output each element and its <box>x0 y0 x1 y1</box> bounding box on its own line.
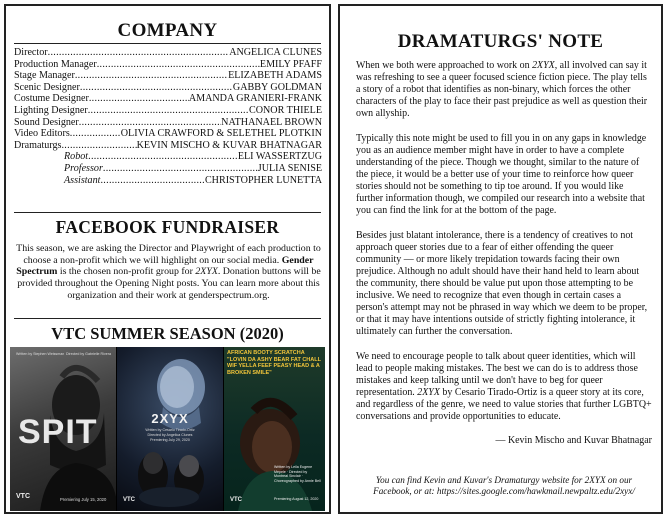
credit-row <box>14 151 322 163</box>
credit-role: Director <box>14 47 48 58</box>
fundraiser-end: . Donation buttons will be provided throughout the Opening Night posts. You can learn more about this organization and their work at genderspectrum.org. <box>17 266 321 301</box>
note-text: , all involved can say it was refreshing to see a queer focused science fiction piece. The play tells a story of a robot that identifies as non-binary, which forces the other characters of the play to face their past prejudice as well as question their own allyship. <box>356 60 648 120</box>
spit-credit-right: Directed by Gabrielle Rivera <box>66 352 111 356</box>
footer-play-title: 2XYX <box>584 475 606 485</box>
credit-name: CHRISTOPHER LUNETTA <box>204 174 322 186</box>
spit-premiere: Premiering July 15, 2020 <box>60 497 107 502</box>
credit-name: KEVIN MISCHO & KUVAR BHATNAGAR <box>136 139 322 151</box>
credit-name: CONOR THIELE <box>249 104 322 116</box>
leader-dots <box>61 140 136 152</box>
dramaturgs-note-panel <box>338 4 663 514</box>
note-text: We need to encourage people to talk about queer identities, which will lead to people making mistakes. The best we can do is to address those mistakes and keep talking until we don't have to beg for queer representation. <box>356 350 638 398</box>
leader-dots <box>97 59 260 71</box>
note-text: When we both were approached to work on <box>356 60 533 71</box>
vtc-logo: VTC <box>230 497 242 503</box>
fundraiser-intro: This season, we are asking the Director and Playwright of each production to choose a non-profit which we will highlight on our social media. <box>16 243 321 266</box>
leader-dots <box>103 163 258 175</box>
leader-dots <box>48 47 230 59</box>
credit-role: Dramaturgs <box>14 139 62 151</box>
dramaturgs-note-heading: DRAMATURGS' NOTE <box>397 31 604 52</box>
note-paragraph <box>356 60 652 120</box>
note-paragraph <box>356 230 652 339</box>
note-text: by Cesario Tirado-Ortiz is a queer story at its core, and regardless of the genre, we need to value stories that further LGBTQ+ conversations and provide opportunities to educate. <box>356 386 652 422</box>
note-paragraph <box>356 133 652 218</box>
2xyx-premiere: Premiering July 29, 2020 <box>150 438 190 442</box>
program-left-panel <box>4 4 331 514</box>
credit-row <box>14 163 322 175</box>
spit-credit-left: Written by Stephen Weissman <box>16 352 65 356</box>
credit-row <box>14 70 322 82</box>
credit-name: GABBY GOLDMAN <box>232 81 322 93</box>
credit-row <box>14 105 322 117</box>
credit-row <box>14 128 322 140</box>
credit-role: Production Manager <box>14 58 97 70</box>
leader-dots <box>88 105 249 117</box>
note-play-title: 2XYX <box>417 386 440 398</box>
credit-name: EMILY PFAFF <box>259 58 322 70</box>
credit-role: Costume Designer <box>14 93 89 105</box>
footer-text: on our Facebook, or at: https://sites.google.com/hawkmail.newpaltz.edu/2xyx/ <box>373 475 635 497</box>
credit-name: ANGELICA CLUNES <box>229 47 322 58</box>
credit-row <box>14 82 322 94</box>
credit-row <box>14 117 322 129</box>
credit-name: ELIZABETH ADAMS <box>228 70 322 82</box>
fundraiser-org: Gender Spectrum <box>16 254 314 278</box>
abs-credits: Written by Leila Eugene Mepele · Directed by Montreal Sinclair · Choreographed by Annie Bell <box>274 465 321 483</box>
credit-row <box>14 59 322 71</box>
season-posters <box>10 347 325 511</box>
2xyx-director: Directed by Angelica Clunes <box>147 433 193 437</box>
credit-name: AMANDA GRANIERI-FRANK <box>188 93 322 105</box>
divider <box>14 318 321 319</box>
leader-dots <box>79 117 221 129</box>
poster-african-booty-scratcha <box>224 347 325 511</box>
credit-role: Assistant <box>64 174 101 186</box>
credit-role: Sound Designer <box>14 116 79 128</box>
vtc-logo: VTC <box>123 497 135 503</box>
credit-name: NATHANAEL BROWN <box>221 116 322 128</box>
note-text: Besides just blatant intolerance, there is a tendency of creatives to not approach queer stories due to a fear of either offending the queer community — or more likely trepidation towards facing their own prejudice. Although no adult should have their hand held to learn about the community, there should be value put upon those attempting to be inclusive. We need to recognize that even though in certain cases a person's attempt may not be phrased in way which we deem to be proper, or that it may have intentions outside of strictly fighting intolerance, it ultimately can further the conversation. <box>356 229 648 338</box>
vtc-logo: VTC <box>16 493 30 500</box>
fundraiser-text <box>16 243 321 302</box>
credit-role: Video Editors <box>14 128 70 140</box>
note-footer <box>356 475 652 497</box>
credit-row <box>14 140 322 152</box>
credit-name: ELI WASSERTZUG <box>237 151 322 163</box>
note-signature: — Kevin Mischo and Kuvar Bhatnagar <box>495 435 652 447</box>
note-text: Typically this note might be used to fill you in on any gaps in knowledge you as an audience member might have in order to have a complete understanding of the piece. Though we thought, similar to the nature of the piece, it would be a better use of your time to reinforce how queer stories should not be something to tip toe around. If you would like further information though, we compiled our research into a website that you can find the link for at the bottom of the page. <box>356 132 647 217</box>
credit-role: Scenic Designer <box>14 81 80 93</box>
divider <box>14 212 321 213</box>
spit-title: SPIT <box>18 413 98 451</box>
divider <box>14 43 321 44</box>
2xyx-writer: Written by Cesario Tirado-Ortiz <box>145 428 195 432</box>
credit-name: OLIVIA CRAWFORD & SELETHEL PLOTKIN <box>120 128 322 140</box>
credit-row <box>14 47 322 59</box>
credit-row <box>14 93 322 105</box>
note-paragraph <box>356 351 652 424</box>
season-heading: VTC SUMMER SEASON (2020) <box>51 324 284 343</box>
note-play-title: 2XYX <box>532 60 555 71</box>
leader-dots <box>88 151 238 163</box>
credits-list <box>14 47 322 186</box>
fundraiser-heading: FACEBOOK FUNDRAISER <box>55 217 280 237</box>
abs-premiere: Premiering August 12, 2020 <box>274 497 319 501</box>
leader-dots <box>70 128 121 140</box>
abs-title: AFRICAN BOOTY SCRATCHA "LOVIN DA ASHY BEAR FAT CHALL WIF YELLA FEEF PEASY HEAD & A BROKEN SMILE" <box>227 350 321 377</box>
footer-text: You can find Kevin and Kuvar's Dramaturgy website for <box>375 475 585 485</box>
leader-dots <box>89 93 189 105</box>
dramaturgs-note-body <box>356 60 652 447</box>
leader-dots <box>80 82 233 94</box>
poster-spit <box>10 347 116 511</box>
2xyx-title: 2XYX <box>151 411 189 426</box>
credit-name: JULIA SENISE <box>257 162 322 174</box>
credit-role: Professor <box>64 162 103 174</box>
leader-dots <box>100 175 204 187</box>
company-heading: COMPANY <box>117 20 218 41</box>
credit-role: Lighting Designer <box>14 104 88 116</box>
credit-role: Robot <box>64 151 89 163</box>
leader-dots <box>75 70 228 82</box>
fundraiser-play: 2XYX <box>195 266 218 278</box>
poster-2xyx <box>117 347 223 511</box>
credit-row <box>14 175 322 187</box>
credit-role: Stage Manager <box>14 70 75 82</box>
fundraiser-middle: is the chosen non-profit group for <box>59 266 193 278</box>
